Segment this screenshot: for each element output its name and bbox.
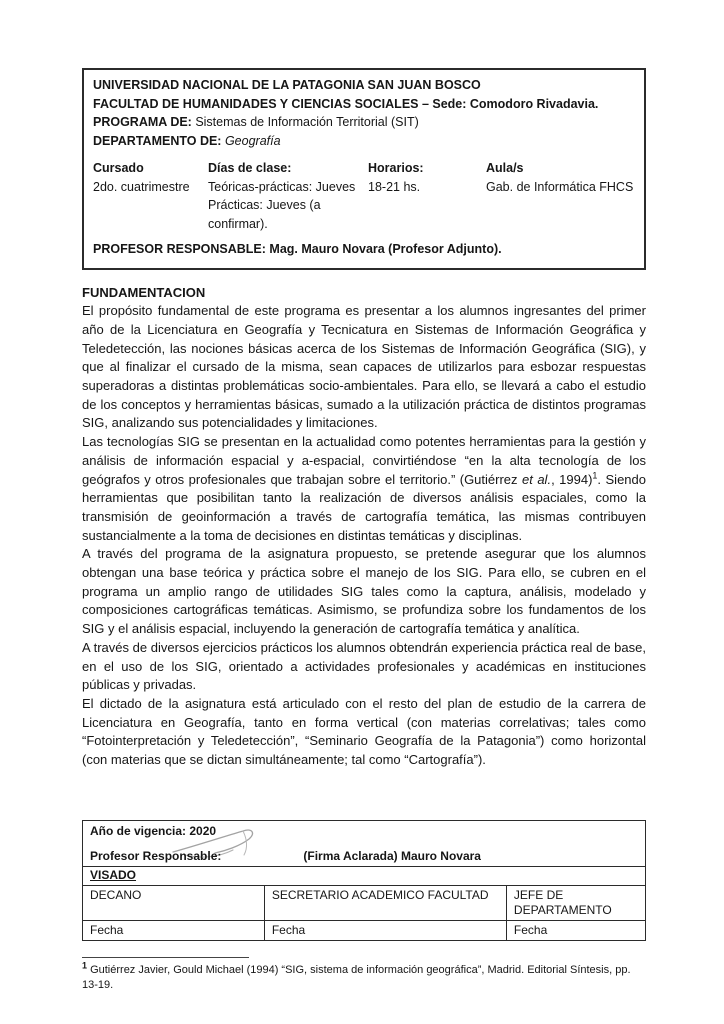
footnote-text: Gutiérrez Javier, Gould Michael (1994) “SIG, sistema de información geográfica”, Madrid. Editorial Síntesis, pp. 13-19. [82,963,631,992]
schedule-col-aula [486,159,635,233]
decano-header-cell: DECANO [83,885,265,920]
dias-label: Días de clase: [208,161,292,175]
professor-responsable-line: PROFESOR RESPONSABLE: Mag. Mauro Novara (Profesor Adjunto). [93,242,502,256]
citation-year: , 1994) [551,471,593,487]
footnote [82,957,646,994]
paragraph-2-text-cont: . Siendo herramientas que posibilitan tanto la realización de diversos análisis espaciales, como la transmisión de geoinformación a través de cartografía temática, las mismas contribuyen sustancialmente a la toma de decisiones en distintas temáticas y disciplinas. [82,471,646,543]
fundamentacion-section [82,284,646,770]
program-line [93,113,635,132]
program-value: Sistemas de Información Territorial (SIT) [191,115,419,129]
citation-et-al: et al. [522,471,552,487]
firma-aclarada-text: (Firma Aclarada) Mauro Novara [303,848,481,863]
dias-value-line1: Teóricas-prácticas: Jueves [208,179,356,194]
schedule-grid [93,159,635,233]
page-content [82,68,646,994]
paragraph-3: A través del programa de la asignatura propuesto, se pretende asegurar que los alumnos obtengan una base teórica y práctica sobre el manejo de los SIG. Para ello, se cubren en el programa un amplio rango de utilidades SIG tales como la captura, análisis, modelado y composiciones cartográficas temáticas. Asimismo, se profundiza sobre los fundamentos de los SIG y el análisis espacial, incluyendo la generación de cartografía temática y analítica. [82,546,646,637]
paragraph-5: El dictado de la asignatura está articulado con el resto del plan de estudio de la carrera de Licenciatura en Geografía, tanto en forma vertical (con materias correlativas; tales como “Fotointerpretación y Teledetección”, “Seminario Geografía de la Patagonia”) como horizontal (con materias que se dictan simultáneamente; tal como “Cartografía”). [82,695,646,768]
aula-value: Gab. de Informática FHCS [486,179,634,194]
paragraph-2 [82,433,646,545]
schedule-col-horarios [368,159,486,233]
vigencia-text: Año de vigencia: 2020 [90,823,217,838]
department-line [93,132,635,151]
approval-table [82,820,646,941]
program-label: PROGRAMA DE: [93,115,192,129]
aula-label: Aula/s [486,161,524,175]
program-header-box [82,68,646,270]
footnote-marker: 1 [82,960,88,971]
university-name: UNIVERSIDAD NACIONAL DE LA PATAGONIA SAN JUAN BOSCO [93,78,481,92]
dias-value-line2: Prácticas: Jueves (a confirmar). [208,198,321,231]
footnote-text-line [82,960,646,994]
paragraph-2-text: Las tecnologías SIG se presentan en la actualidad como potentes herramientas para la gestión y análisis de información espacial y a-espacial, convirtiéndose “en la alta tecnología de los geógrafos y otros profesionales que trabajan sobre el territorio.” (Gutiérrez [82,434,646,487]
cursado-value: 2do. cuatrimestre [93,179,190,194]
horarios-label: Horarios: [368,161,424,175]
fecha-cell-decano: Fecha [83,920,265,940]
fecha-cell-jefe: Fecha [506,920,645,940]
secretario-header-cell: SECRETARIO ACADEMICO FACULTAD [264,885,506,920]
schedule-col-cursado [93,159,208,233]
faculty-name: FACULTAD DE HUMANIDADES Y CIENCIAS SOCIALES – Sede: Comodoro Rivadavia. [93,96,599,111]
cursado-label: Cursado [93,161,144,175]
profesor-responsable-row [90,849,638,864]
jefe-header-cell: JEFE DE DEPARTAMENTO [506,885,645,920]
schedule-col-dias [208,159,368,233]
visado-label: VISADO [90,867,137,882]
visado-cell [83,866,646,885]
footnote-separator [82,957,249,958]
section-heading: FUNDAMENTACION [82,284,206,300]
fecha-cell-secretario: Fecha [264,920,506,940]
department-label: DEPARTAMENTO DE: [93,133,222,148]
vigencia-cell [83,820,646,866]
paragraph-1: El propósito fundamental de este programa es presentar a los alumnos ingresantes del primer año de la Licenciatura en Geografía y Tecnicatura en Sistemas de Información Geográfica y Teledetección, las nociones básicas acerca de los Sistemas de Información Geográfica (SIG), y que al finalizar el cursado de la misma, sean capaces de utilizarlos para esbozar respuestas superadoras a distintas problemáticas socio-ambientales. Para ello, se llevará a cabo el estudio de los conceptos y herramientas básicas, sumado a la utilización práctica de distintos programas SIG, analizando sus potencialidades y limitaciones. [82,303,646,431]
department-value: Geografía [221,133,281,148]
paragraph-4: A través de diversos ejercicios prácticos los alumnos obtendrán experiencia práctica real de base, en el uso de los SIG, orientado a actividades profesionales y académicas en instituciones públicas y privadas. [82,639,646,693]
horarios-value: 18-21 hs. [368,179,421,194]
profesor-responsable-label: Profesor Responsable: [90,848,222,863]
footnote-ref-superscript: 1 [592,470,598,481]
